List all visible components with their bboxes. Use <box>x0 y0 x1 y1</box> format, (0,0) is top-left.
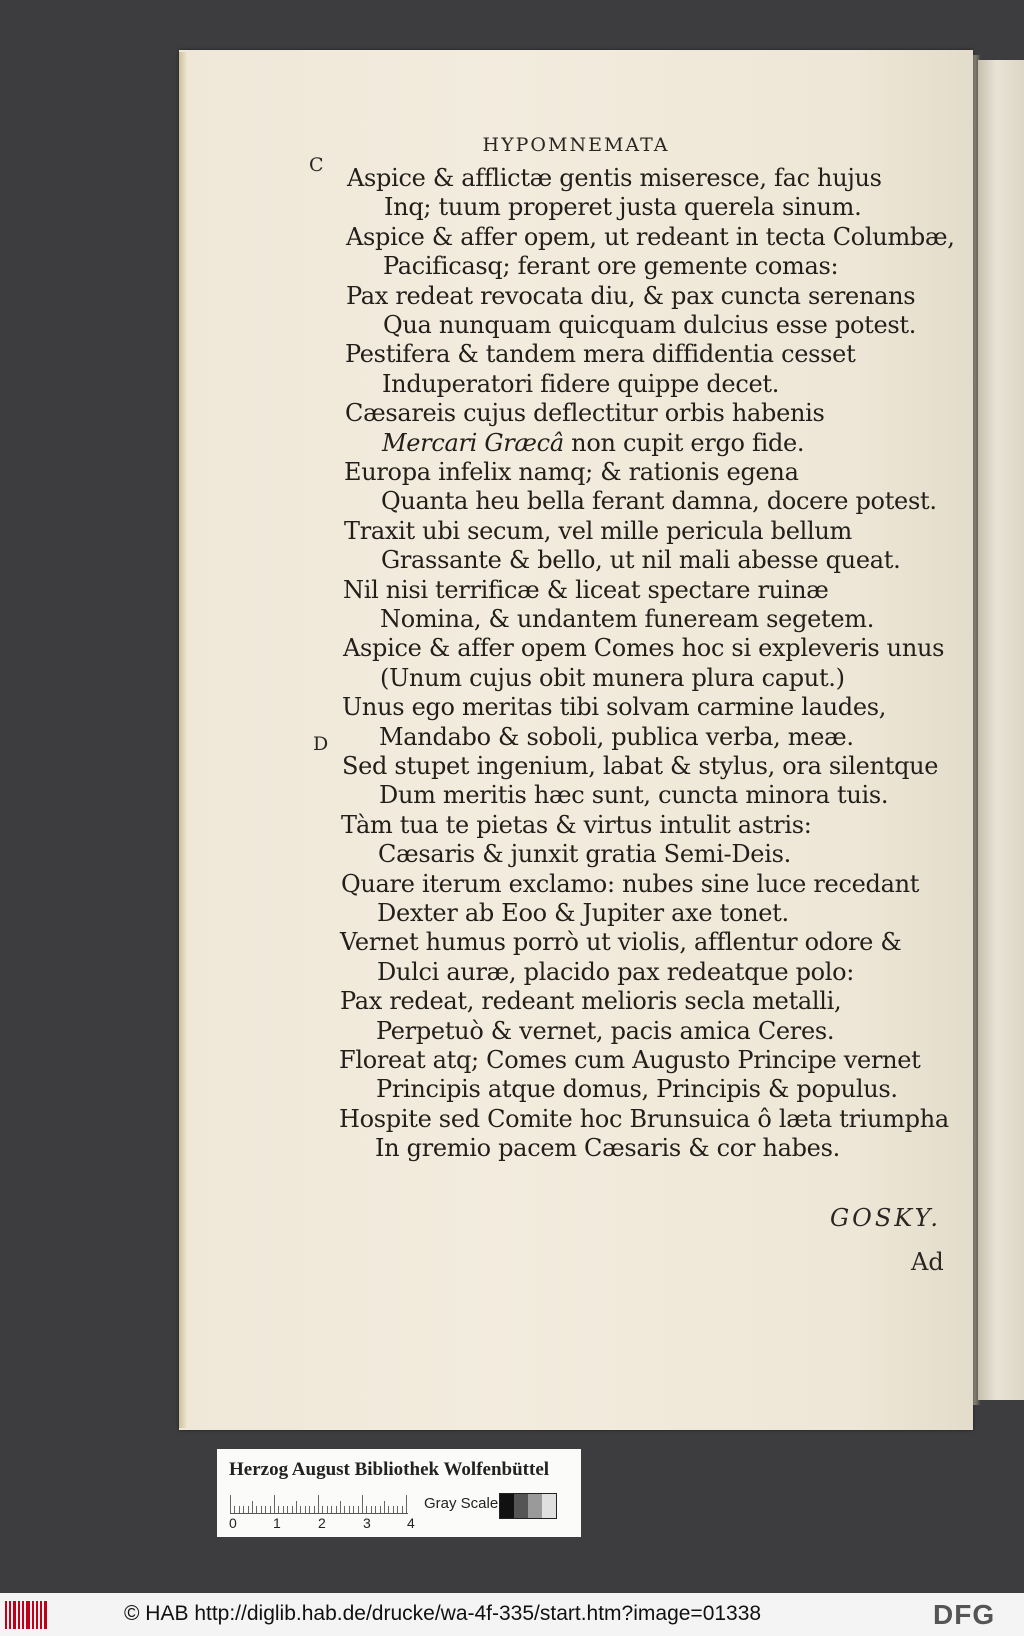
ruler-tick <box>384 1501 385 1513</box>
barcode-bar <box>44 1601 47 1629</box>
poem-line: Aspice & afflictæ gentis miseresce, fac hujus <box>347 164 882 192</box>
poem-line: Nil nisi terrificæ & liceat spectare ruinæ <box>343 576 829 604</box>
ruler-tick <box>371 1506 372 1513</box>
barcode-bar <box>9 1601 11 1629</box>
ruler-tick <box>344 1506 345 1513</box>
poem-line: Quare iterum exclamo: nubes sine luce recedant <box>341 870 920 898</box>
ruler-number-2: 2 <box>318 1515 326 1531</box>
ruler-tick <box>353 1506 354 1513</box>
ruler-tick <box>375 1506 376 1513</box>
ruler-tick <box>331 1506 332 1513</box>
poem-line: Tàm tua te pietas & virtus intulit astris: <box>341 811 812 839</box>
ruler-tick <box>278 1506 279 1513</box>
scale-ruler <box>230 1495 408 1514</box>
ruler-tick <box>270 1506 271 1513</box>
poem-line: Cæsareis cujus deflectitur orbis habenis <box>345 399 825 427</box>
ruler-tick <box>256 1506 257 1513</box>
poem-line: (Unum cujus obit munera plura caput.) <box>380 664 845 692</box>
signature: GOSKY. <box>830 1204 941 1232</box>
ruler-tick <box>230 1495 231 1513</box>
poem-line: Induperatori fidere quippe decet. <box>382 370 780 398</box>
library-label-card <box>217 1449 581 1537</box>
ruler-number-4: 4 <box>407 1515 415 1531</box>
ruler-tick <box>366 1506 367 1513</box>
barcode-bar <box>36 1601 38 1629</box>
poem-line: Traxit ubi secum, vel mille pericula bellum <box>344 517 852 545</box>
poem-line: Europa infelix namq; & rationis egena <box>344 458 799 486</box>
poem-line: Inq; tuum properet justa querela sinum. <box>384 193 862 221</box>
ruler-number-0: 0 <box>229 1515 237 1531</box>
dfg-logo: DFG <box>933 1599 996 1630</box>
poem-line: Pestifera & tandem mera diffidentia cesset <box>345 340 856 368</box>
ruler-tick <box>305 1506 306 1513</box>
book-page <box>179 50 973 1430</box>
ruler-tick <box>309 1506 310 1513</box>
poem-line: Quanta heu bella ferant damna, docere potest. <box>381 487 937 515</box>
poem-line: Grassante & bello, ut nil mali abesse queat. <box>381 546 901 574</box>
ruler-tick <box>234 1506 235 1513</box>
poem-line: Mandabo & soboli, publica verba, meæ. <box>379 723 854 751</box>
barcode-icon <box>5 1601 47 1629</box>
ruler-tick <box>274 1495 275 1513</box>
poem-line: Principis atque domus, Principis & populus. <box>376 1075 898 1103</box>
poem-line: Perpetuò & vernet, pacis amica Ceres. <box>376 1017 835 1045</box>
ruler-tick <box>248 1506 249 1513</box>
ruler-tick <box>362 1495 363 1513</box>
poem-line: Cæsaris & junxit gratia Semi-Deis. <box>378 840 791 868</box>
poem-line: Pacificasq; ferant ore gemente comas: <box>383 252 839 280</box>
ruler-tick <box>402 1506 403 1513</box>
ruler-tick <box>397 1506 398 1513</box>
poem-line: Pax redeat revocata diu, & pax cuncta serenans <box>346 282 916 310</box>
barcode-bar <box>26 1601 30 1629</box>
ruler-tick <box>287 1506 288 1513</box>
poem-line: Dexter ab Eoo & Jupiter axe tonet. <box>377 899 789 927</box>
grayscale-step <box>528 1494 542 1518</box>
ruler-tick <box>239 1506 240 1513</box>
running-head: HYPOMNEMATA <box>482 134 670 156</box>
poem-line: Aspice & affer opem, ut redeant in tecta Columbæ, <box>346 223 955 251</box>
poem-line: Dulci auræ, placido pax redeatque polo: <box>377 958 855 986</box>
grayscale-label: Gray Scale <box>424 1495 499 1512</box>
poem-line: Nomina, & undantem funeream segetem. <box>380 605 875 633</box>
barcode-bar <box>22 1601 24 1629</box>
poem-line: Hospite sed Comite hoc Brunsuica ô læta triumpha <box>339 1105 949 1133</box>
barcode-bar <box>18 1601 20 1629</box>
facing-page-edge <box>978 60 1024 1400</box>
ruler-tick <box>292 1506 293 1513</box>
grayscale-step <box>514 1494 528 1518</box>
grayscale-step <box>542 1494 556 1518</box>
poem-line: Unus ego meritas tibi solvam carmine laudes, <box>342 693 887 721</box>
ruler-tick <box>296 1501 297 1513</box>
marginal-letter-d: D <box>313 733 329 755</box>
ruler-tick <box>380 1506 381 1513</box>
poem-line: Qua nunquam quicquam dulcius esse potest. <box>383 311 917 339</box>
ruler-tick <box>300 1506 301 1513</box>
poem-line: Sed stupet ingenium, labat & stylus, ora silentque <box>342 752 939 780</box>
ruler-tick <box>318 1495 319 1513</box>
ruler-number-3: 3 <box>363 1515 371 1531</box>
barcode-bar <box>13 1601 16 1629</box>
library-name: Herzog August Bibliothek Wolfenbüttel <box>229 1459 550 1480</box>
ruler-number-1: 1 <box>273 1515 281 1531</box>
ruler-tick <box>265 1506 266 1513</box>
poem-line: Pax redeat, redeant melioris secla metalli, <box>340 987 842 1015</box>
poem-line: Dum meritis hæc sunt, cuncta minora tuis. <box>379 781 889 809</box>
ruler-tick <box>243 1506 244 1513</box>
marginal-letter-c: C <box>309 154 324 176</box>
ruler-tick <box>349 1506 350 1513</box>
ruler-tick <box>388 1506 389 1513</box>
barcode-bar <box>5 1601 7 1629</box>
ruler-tick <box>322 1506 323 1513</box>
ruler-tick <box>393 1506 394 1513</box>
catchword: Ad <box>911 1248 944 1276</box>
poem-line: Vernet humus porrò ut violis, afflentur odore & <box>340 928 902 956</box>
page-left-edge <box>179 52 187 1428</box>
barcode-bar <box>40 1601 42 1629</box>
footer-bar <box>0 1593 1024 1636</box>
ruler-tick <box>252 1501 253 1513</box>
ruler-tick <box>406 1495 407 1513</box>
grayscale-swatch <box>499 1493 557 1519</box>
poem-line: Mercari Græcâ non cupit ergo fide. <box>382 429 805 457</box>
barcode-bar <box>32 1601 34 1629</box>
ruler-tick <box>358 1506 359 1513</box>
grayscale-step <box>500 1494 514 1518</box>
poem-line: Aspice & affer opem Comes hoc si expleveris unus <box>343 634 945 662</box>
ruler-tick <box>314 1506 315 1513</box>
poem-line: In gremio pacem Cæsaris & cor habes. <box>375 1134 840 1162</box>
ruler-tick <box>336 1506 337 1513</box>
ruler-tick <box>261 1506 262 1513</box>
poem-line: Floreat atq; Comes cum Augusto Principe vernet <box>339 1046 921 1074</box>
ruler-tick <box>327 1506 328 1513</box>
ruler-tick <box>340 1501 341 1513</box>
copyright-url[interactable]: © HAB http://diglib.hab.de/drucke/wa-4f-335/start.htm?image=01338 <box>124 1602 762 1625</box>
ruler-tick <box>283 1506 284 1513</box>
